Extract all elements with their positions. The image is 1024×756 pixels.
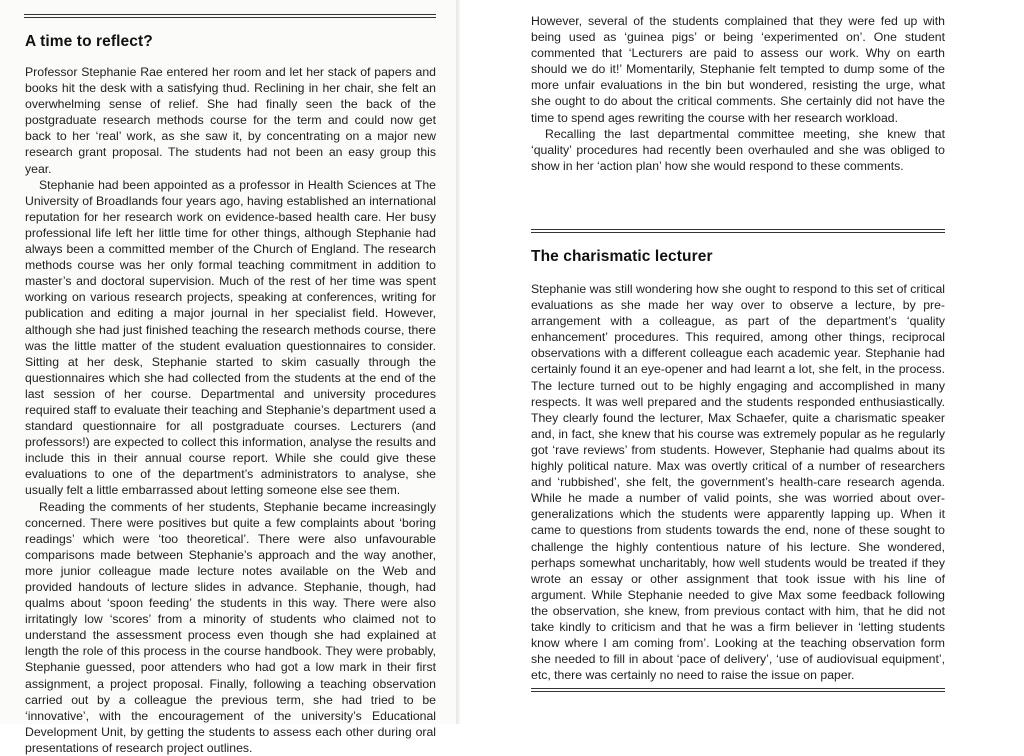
section-rule bbox=[531, 229, 945, 233]
left-page-body bbox=[25, 64, 436, 756]
section-heading-the-charismatic-lecturer: The charismatic lecturer bbox=[531, 248, 713, 265]
bottom-rule bbox=[531, 688, 945, 692]
right-page bbox=[460, 0, 1024, 724]
paragraph: Stephanie had been appointed as a professor in Health Sciences at The University of Broadlands four years ago, having established an international reputation for her research work on evidence-based health care. Her busy professional life left her little time for other things, although Stephanie had always been a committed member of the Church of England. The research methods course was her only formal teaching commitment in addition to master’s and doctoral supervision. Much of the rest of her time was spent working on various research projects, speaking at conferences, writing for publication and editing a major journal in her specialist field. However, although she had just finished teaching the research methods course, there was the little matter of the student evaluation questionnaires to consider. Sitting at her desk, Stephanie started to skim casually through the questionnaires which she had collected from the students at the end of the last session of her course. Departmental and university procedures required staff to evaluate their teaching and Stephanie’s department used a standard questionnaire for all postgraduate courses. Lecturers (and professors!) are expected to collect this information, analyse the results and include this in their annual course report. While she could give these evaluations to one of the department’s administrators to analyse, she usually felt a little embarrassed about letting someone else see them. bbox=[25, 177, 436, 498]
paragraph: Reading the comments of her students, Stephanie became increasingly concerned. There were positives but quite a few complaints about ‘boring readings’ which were ‘too theoretical’. There were also unfavourable comparisons made between Stephanie’s approach and the way another, more junior colleague made lecture notes available on the Web and provided handouts of lecture slides in advance. Stephanie, though, had qualms about ‘spoon feeding’ the students in this way. There were also irritatingly low ‘scores’ from a minority of students who claimed not to understand the assessment process even though she had explained at length the role of this process in the course handbook. They were probably, Stephanie guessed, poor attenders who had got a low mark in their first assignment, a project proposal. Finally, following a teaching observation carried out by a colleague the previous term, she had tried to be ‘innovative’, with the encouragement of the university’s Educational Development Unit, by getting the students to assess each other during oral presentations of research project outlines. bbox=[25, 499, 436, 755]
paragraph: Professor Stephanie Rae entered her room and let her stack of papers and books hit the desk with a satisfying thud. Reclining in her chair, she felt an overwhelming sense of relief. She had finally seen the back of the postgraduate research methods course for the term and could now get back to her ‘real’ work, as she saw it, by concentrating on a major new research grant proposal. The students had not been an easy group this year. bbox=[25, 65, 436, 176]
paragraph: Recalling the last departmental committee meeting, she knew that ‘quality’ procedures had recently been overhauled and she was obliged to show in her ‘action plan’ how she would respond to these comments. bbox=[531, 126, 945, 173]
section-heading-a-time-to-reflect: A time to reflect? bbox=[25, 33, 153, 50]
top-rule bbox=[24, 14, 436, 18]
paragraph: However, several of the students complained that they were fed up with being used as ‘guinea pigs’ or being ‘experimented on’. One student commented that ‘Lecturers are paid to assess our work. Why on earth should we do it!’ Momentarily, Stephanie felt tempted to dump some of the more unfair evaluations in the bin but wondered, resisting the urge, what she ought to do about the critical comments. She certainly did not have the time to spend ages rewriting the course with her research workload. bbox=[531, 14, 945, 125]
paragraph: Stephanie was still wondering how she ought to respond to this set of critical evaluations as she made her way over to observe a lecture, by pre-arrangement with a colleague, as part of the department’s ‘quality enhancement’ procedures. This required, among other things, reciprocal observations with a different colleague each academic year. Stephanie had certainly found it an eye-opener and had learnt a lot, she felt, in the process. The lecture turned out to be highly engaging and accomplished in many respects. It was well prepared and the students responded enthusiastically. They clearly found the lecturer, Max Schaefer, quite a charismatic speaker and, in fact, she knew that his course was extremely popular as he regularly got ‘rave reviews’ from students. However, Stephanie had qualms about its highly political nature. Max was overtly critical of a number of researchers and ‘rubbished’, she felt, the government’s health-care research agenda. While he made a number of valid points, she was worried about over-generalizations which the students were apparently lapping up. When it came to questions from students towards the end, none of these sought to challenge the highly contentious nature of his lecture. She wondered, perhaps somewhat uncharitably, how well students would be treated if they wrote an essay or other assignment that took issue with his line of argument. While Stephanie needed to give Max some feedback following the observation, she knew, from previous contact with him, that he did not take kindly to criticism and that he was a firm believer in ‘letting students know where I am coming from’. Looking at the teaching observation form she needed to fill in about ‘pace of delivery’, ‘use of audiovisual equipment’, etc, there was certainly no need to raise the issue on paper. bbox=[531, 282, 945, 683]
left-page bbox=[0, 0, 458, 755]
right-page-body bbox=[531, 281, 945, 683]
right-page-top-body bbox=[531, 13, 945, 174]
